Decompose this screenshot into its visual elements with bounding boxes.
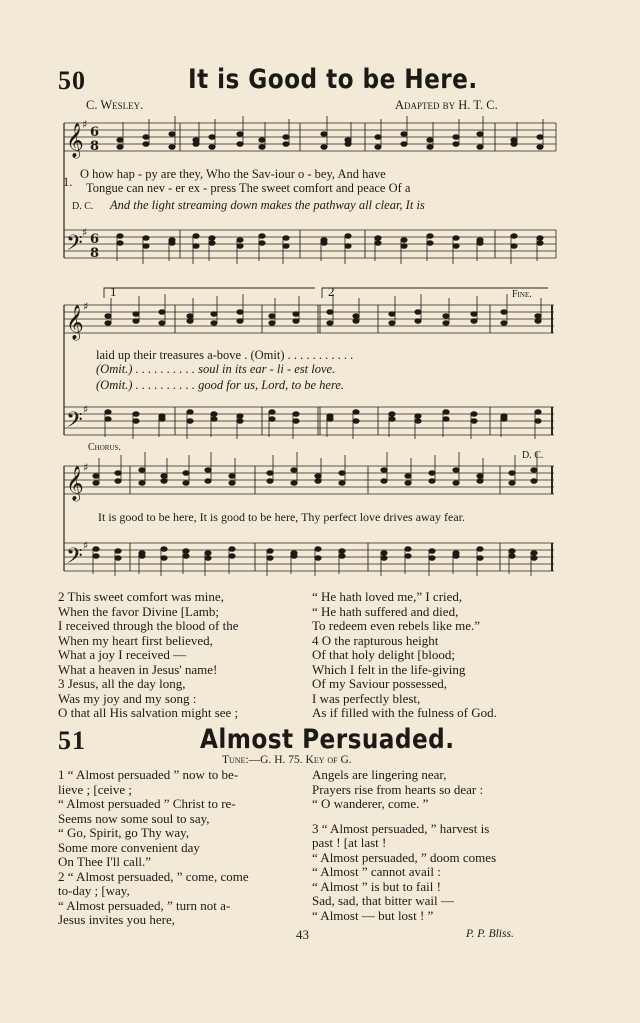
note-head: [237, 238, 243, 243]
note-head: [381, 551, 387, 556]
note-head: [169, 145, 175, 150]
note-head: [133, 419, 139, 424]
note-head: [133, 312, 139, 317]
hymn-50-verses-right: [312, 590, 572, 721]
note-head: [339, 554, 345, 559]
note-head: [93, 547, 99, 552]
note-head: [237, 310, 243, 315]
note-head: [161, 479, 167, 484]
svg-text:𝄢: 𝄢: [66, 408, 83, 438]
svg-text:𝄢: 𝄢: [66, 544, 83, 574]
verse-line: 1 “ Almost persuaded ” now to be-: [58, 767, 239, 782]
note-head: [509, 554, 515, 559]
hymn-51-verses-left: [58, 768, 318, 928]
note-head: [537, 135, 543, 140]
verse-line: Prayers rise from hearts so dear :: [312, 781, 484, 797]
note-head: [375, 135, 381, 140]
note-head: [183, 549, 189, 554]
note-head: [115, 556, 121, 561]
note-head: [531, 556, 537, 561]
verse-line: “ Almost persuaded, ” doom comes: [312, 849, 497, 865]
note-head: [205, 468, 211, 473]
note-head: [353, 410, 359, 415]
note-head: [117, 234, 123, 239]
note-head: [531, 468, 537, 473]
note-head: [229, 547, 235, 552]
note-head: [293, 419, 299, 424]
note-head: [501, 417, 507, 422]
note-head: [267, 479, 273, 484]
note-head: [471, 312, 477, 317]
note-head: [511, 244, 517, 249]
note-head: [283, 142, 289, 147]
note-head: [237, 319, 243, 324]
note-head: [291, 468, 297, 473]
note-head: [501, 321, 507, 326]
note-head: [405, 547, 411, 552]
hymn-50-number: 50: [58, 66, 86, 95]
note-head: [389, 412, 395, 417]
svg-text:𝄞: 𝄞: [66, 123, 84, 158]
note-head: [537, 145, 543, 150]
svg-text:♯: ♯: [83, 403, 89, 416]
note-head: [415, 414, 421, 419]
note-head: [415, 310, 421, 315]
verse-line: Seems now some soul to say,: [58, 810, 210, 826]
note-head: [315, 556, 321, 561]
hymn-51-verses-right: [312, 768, 572, 923]
note-head: [443, 417, 449, 422]
hymn-50-verse-number: 1.: [63, 175, 73, 189]
note-head: [139, 481, 145, 486]
verse-line: “ O wanderer, come. ”: [312, 796, 429, 811]
note-head: [283, 236, 289, 241]
note-head: [339, 471, 345, 476]
note-head: [381, 468, 387, 473]
note-head: [509, 481, 515, 486]
note-head: [143, 135, 149, 140]
note-head: [193, 234, 199, 239]
note-head: [193, 142, 199, 147]
note-head: [293, 312, 299, 317]
note-head: [443, 410, 449, 415]
verse-line: Angels are lingering near,: [312, 767, 447, 782]
note-head: [389, 417, 395, 422]
note-head: [535, 314, 541, 319]
note-head: [159, 417, 165, 422]
note-head: [209, 236, 215, 241]
note-head: [477, 479, 483, 484]
note-head: [471, 412, 477, 417]
verse-line: 4 O the rapturous height: [312, 632, 439, 648]
note-head: [429, 479, 435, 484]
note-head: [427, 241, 433, 246]
chorus-lyric-line: It is good to be here, It is good to be here, Thy perfect love drives away fear.: [98, 510, 465, 524]
note-head: [535, 319, 541, 324]
note-head: [345, 142, 351, 147]
note-head: [353, 419, 359, 424]
verse-line: 2 This sweet comfort was mine,: [58, 589, 224, 604]
verse-line: To redeem even rebels like me.”: [312, 618, 481, 633]
hymn-50-dc-label: D. C.: [72, 201, 94, 212]
note-head: [401, 244, 407, 249]
note-head: [477, 241, 483, 246]
note-head: [315, 547, 321, 552]
note-head: [169, 132, 175, 137]
note-head: [453, 244, 459, 249]
note-head: [477, 132, 483, 137]
note-head: [345, 234, 351, 239]
note-head: [269, 417, 275, 422]
note-head: [291, 554, 297, 559]
note-head: [133, 412, 139, 417]
note-head: [117, 241, 123, 246]
note-head: [105, 417, 111, 422]
note-head: [381, 556, 387, 561]
fine-marker: Fine.: [512, 289, 532, 300]
note-head: [427, 138, 433, 143]
verse-line: “ Go, Spirit, go Thy way,: [58, 825, 190, 840]
note-head: [375, 145, 381, 150]
note-head: [453, 468, 459, 473]
note-head: [405, 474, 411, 479]
note-head: [293, 319, 299, 324]
note-head: [477, 556, 483, 561]
note-head: [353, 319, 359, 324]
hymn-50-dc-line: And the light streaming down makes the pathway all clear, It is: [110, 198, 425, 212]
volta-ending-1: 1: [110, 284, 117, 299]
verse-line: [312, 812, 572, 822]
note-head: [229, 554, 235, 559]
note-head: [415, 419, 421, 424]
note-head: [405, 554, 411, 559]
svg-text:♯: ♯: [82, 226, 88, 239]
verse-line: Jesus invites you here,: [58, 912, 175, 927]
page-number: 43: [296, 927, 309, 942]
note-head: [211, 412, 217, 417]
note-head: [117, 138, 123, 143]
note-head: [183, 471, 189, 476]
note-head: [353, 314, 359, 319]
hymn-51-number: 51: [58, 726, 86, 755]
note-head: [159, 310, 165, 315]
note-head: [115, 549, 121, 554]
verse-line: When my heart first believed,: [58, 632, 213, 648]
note-head: [535, 419, 541, 424]
hymn-50-lyric-line-5: (Omit.) . . . . . . . . . . good for us, Lord, to be here.: [96, 378, 345, 392]
note-head: [259, 138, 265, 143]
note-head: [321, 145, 327, 150]
verse-line: Of my Saviour possessed,: [312, 676, 448, 691]
verse-line: What a heaven in Jesus' name!: [58, 661, 218, 677]
verse-line: lieve ; [ceive ;: [58, 781, 132, 797]
verse-line: “ Almost persuaded ” Christ to re-: [58, 796, 236, 811]
volta-ending-2: 2: [328, 284, 335, 299]
note-head: [237, 142, 243, 147]
note-head: [389, 321, 395, 326]
note-head: [443, 314, 449, 319]
note-head: [139, 554, 145, 559]
note-head: [531, 479, 537, 484]
note-head: [211, 312, 217, 317]
note-head: [429, 556, 435, 561]
note-head: [211, 321, 217, 326]
note-head: [453, 142, 459, 147]
verse-line: Sad, sad, that bitter wail —: [312, 893, 454, 908]
note-head: [269, 314, 275, 319]
note-head: [327, 417, 333, 422]
note-head: [477, 474, 483, 479]
verse-line: “ He hath loved me,” I cried,: [312, 589, 463, 604]
note-head: [501, 310, 507, 315]
verse-line: Was my joy and my song :: [58, 690, 197, 706]
note-head: [327, 321, 333, 326]
verse-line: On Thee I'll call.”: [58, 854, 152, 869]
hymn-50-author: C. Wesley.: [86, 98, 144, 112]
hymn-50-title: It is Good to be Here.: [188, 64, 478, 95]
note-head: [205, 551, 211, 556]
note-head: [209, 135, 215, 140]
note-head: [477, 547, 483, 552]
svg-text:♯: ♯: [82, 118, 88, 131]
note-head: [205, 556, 211, 561]
note-head: [115, 471, 121, 476]
note-head: [183, 481, 189, 486]
note-head: [531, 551, 537, 556]
verse-line: Which I felt in the life-giving: [312, 661, 466, 677]
note-head: [187, 314, 193, 319]
note-head: [193, 244, 199, 249]
note-head: [537, 236, 543, 241]
note-head: [183, 554, 189, 559]
svg-text:8: 8: [90, 139, 100, 154]
note-head: [429, 471, 435, 476]
note-head: [471, 319, 477, 324]
note-head: [291, 481, 297, 486]
hymn-51-composer: P. P. Bliss.: [466, 928, 514, 940]
note-head: [283, 244, 289, 249]
note-head: [511, 142, 517, 147]
svg-text:𝄞: 𝄞: [66, 466, 84, 501]
hymn-50-verses-left: [58, 590, 328, 721]
note-head: [115, 479, 121, 484]
note-head: [237, 244, 243, 249]
chorus-label: Chorus.: [88, 442, 121, 453]
svg-text:♯: ♯: [83, 300, 89, 313]
note-head: [339, 549, 345, 554]
note-head: [405, 481, 411, 486]
note-head: [321, 132, 327, 137]
note-head: [187, 419, 193, 424]
note-head: [453, 481, 459, 486]
verse-line: past ! [at last !: [312, 835, 387, 850]
verse-line: 3 “ Almost persuaded, ” harvest is: [312, 820, 490, 836]
verse-line: Some more convenient day: [58, 839, 200, 855]
verse-line: 3 Jesus, all the day long,: [58, 676, 186, 691]
note-head: [237, 132, 243, 137]
note-head: [401, 142, 407, 147]
svg-text:♯: ♯: [83, 461, 89, 474]
verse-line: I received through the blood of the: [58, 618, 239, 633]
svg-text:♯: ♯: [83, 539, 89, 552]
note-head: [93, 554, 99, 559]
verse-line: “ Almost ” cannot avail :: [312, 864, 441, 879]
note-head: [267, 556, 273, 561]
note-head: [283, 135, 289, 140]
note-head: [133, 319, 139, 324]
note-head: [161, 547, 167, 552]
note-head: [105, 410, 111, 415]
note-head: [209, 145, 215, 150]
verse-line: “ Almost ” is but to fail !: [312, 878, 441, 894]
note-head: [211, 417, 217, 422]
note-head: [375, 241, 381, 246]
note-head: [315, 474, 321, 479]
note-head: [237, 419, 243, 424]
note-head: [453, 554, 459, 559]
note-head: [93, 481, 99, 486]
note-head: [509, 549, 515, 554]
verse-line: Of that holy delight [blood;: [312, 647, 455, 662]
note-head: [537, 241, 543, 246]
dc-marker: D. C.: [522, 450, 544, 461]
note-head: [375, 236, 381, 241]
note-head: [237, 414, 243, 419]
verse-line: “ He hath suffered and died,: [312, 603, 459, 619]
note-head: [443, 321, 449, 326]
svg-text:𝄢: 𝄢: [66, 231, 83, 261]
note-head: [453, 135, 459, 140]
note-head: [205, 479, 211, 484]
note-head: [267, 471, 273, 476]
hymn-50-lyric-line-1: O how hap - py are they, Who the Sav-iour o - bey, And have: [80, 167, 386, 181]
note-head: [401, 238, 407, 243]
verse-line: “ Almost — but lost ! ”: [312, 907, 434, 923]
note-head: [293, 412, 299, 417]
note-head: [471, 419, 477, 424]
verse-line: I was perfectly blest,: [312, 690, 421, 706]
svg-text:8: 8: [90, 246, 100, 261]
verse-line: As if filled with the fulness of God.: [312, 705, 497, 720]
note-head: [229, 481, 235, 486]
note-head: [161, 474, 167, 479]
verse-line: When the favor Divine [Lamb;: [58, 603, 219, 619]
note-head: [401, 132, 407, 137]
note-head: [269, 410, 275, 415]
note-head: [315, 479, 321, 484]
note-head: [105, 321, 111, 326]
hymn-50-lyric-line-4: (Omit.) . . . . . . . . . . soul in its ear - li - est love.: [96, 362, 336, 376]
svg-text:𝄞: 𝄞: [66, 305, 84, 340]
hymn-50-lyric-line-2: Tongue can nev - er ex - press The sweet comfort and peace Of a: [86, 181, 411, 195]
note-head: [259, 241, 265, 246]
note-head: [169, 241, 175, 246]
note-head: [509, 471, 515, 476]
verse-line: O that all His salvation might see ;: [58, 705, 239, 720]
hymn-51-title: Almost Persuaded.: [200, 724, 455, 755]
note-head: [321, 241, 327, 246]
note-head: [187, 410, 193, 415]
note-head: [143, 244, 149, 249]
svg-text:6: 6: [90, 232, 100, 247]
note-head: [269, 321, 275, 326]
note-head: [427, 145, 433, 150]
note-head: [339, 481, 345, 486]
note-head: [259, 234, 265, 239]
note-head: [143, 236, 149, 241]
note-head: [105, 314, 111, 319]
verse-line: 2 “ Almost persuaded, ” come, come: [58, 868, 249, 884]
note-head: [429, 549, 435, 554]
note-head: [535, 410, 541, 415]
note-head: [511, 234, 517, 239]
note-head: [427, 234, 433, 239]
note-head: [143, 142, 149, 147]
hymn-51-tune-info: Tune:—G. H. 75. Key of G.: [222, 754, 352, 766]
note-head: [477, 145, 483, 150]
hymn-50-adapter: Adapted by H. T. C.: [395, 98, 498, 112]
hymn-50-lyric-line-3: laid up their treasures a-bove . (Omit) . . . . . . . . . . .: [96, 348, 354, 362]
verse-line: What a joy I received —: [58, 647, 187, 662]
note-head: [209, 241, 215, 246]
note-head: [453, 236, 459, 241]
verse-line: “ Almost persuaded, ” turn not a-: [58, 897, 231, 913]
note-head: [345, 244, 351, 249]
note-head: [415, 319, 421, 324]
svg-text:6: 6: [90, 125, 100, 140]
note-head: [93, 474, 99, 479]
note-head: [139, 468, 145, 473]
note-head: [267, 549, 273, 554]
note-head: [187, 319, 193, 324]
note-head: [229, 474, 235, 479]
note-head: [161, 556, 167, 561]
note-head: [117, 145, 123, 150]
note-head: [327, 310, 333, 315]
note-head: [389, 312, 395, 317]
verse-line: to-day ; [way,: [58, 883, 130, 898]
note-head: [381, 479, 387, 484]
note-head: [159, 321, 165, 326]
note-head: [259, 145, 265, 150]
